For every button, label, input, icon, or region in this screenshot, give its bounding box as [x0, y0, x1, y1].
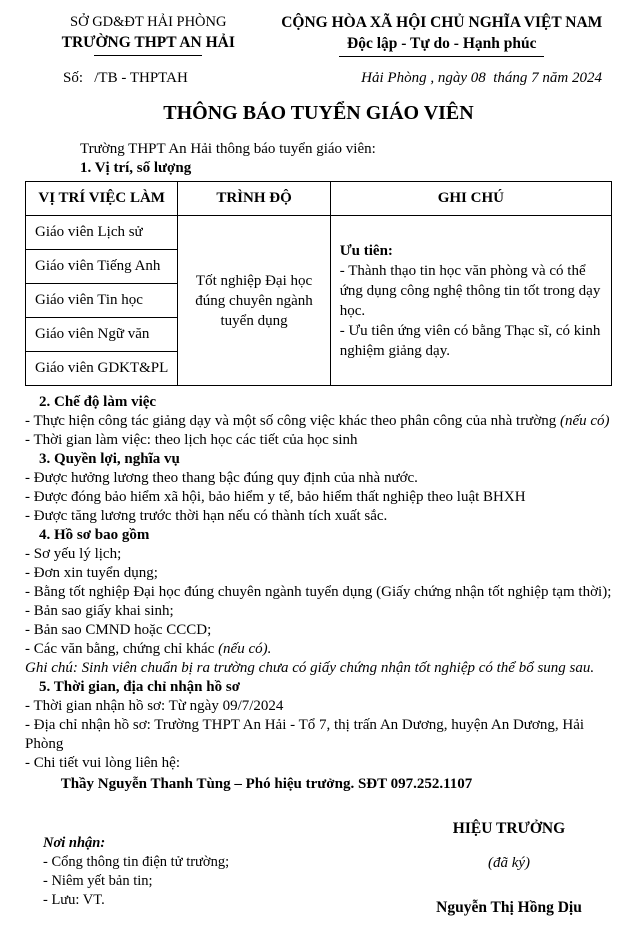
issuer-block — [25, 12, 272, 57]
national-motto-line2: Độc lập - Tự do - Hạnh phúc — [347, 35, 537, 52]
document-header — [25, 12, 612, 57]
section-3-line: - Được đóng bảo hiểm xã hội, bảo hiểm y tế, bảo hiểm thất nghiệp theo luật BHXH — [25, 489, 526, 505]
section-4-line: - Bằng tốt nghiệp Đại học đúng chuyên ngành tuyển dụng (Giấy chứng nhận tốt nghiệp tạm thời); — [25, 584, 612, 600]
recipients-title: Nơi nhận: — [43, 835, 106, 851]
section-5-line: - Địa chỉ nhận hồ sơ: Trường THPT An Hải - Tổ 7, thị trấn An Dương, huyện An Dương, Hải Phòng — [25, 717, 585, 752]
position-cell: Giáo viên GDKT&PL — [26, 352, 178, 386]
recipient-item: - Lưu: VT. — [43, 892, 105, 908]
section-5-heading: 5. Thời gian, địa chỉ nhận hồ sơ — [39, 679, 240, 695]
signer-name: Nguyễn Thị Hồng Dịu — [436, 899, 582, 916]
line-text: - Các văn bằng, chứng chỉ khác — [25, 641, 219, 657]
section-2-line: - Thời gian làm việc: theo lịch học các tiết của học sinh — [25, 432, 358, 448]
section-4-line: - Bản sao CMND hoặc CCCD; — [25, 622, 212, 638]
signer-role: HIỆU TRƯỞNG — [452, 820, 566, 837]
degree-cell: Tốt nghiệp Đại học đúng chuyên ngành tuyển dụng — [178, 216, 330, 386]
note-line: - Ưu tiên ứng viên có bằng Thạc sĩ, có kinh nghiệm giảng dạy. — [339, 322, 601, 359]
col-header-degree: TRÌNH ĐỘ — [178, 182, 330, 216]
signer-block — [394, 820, 624, 917]
signed-note: (đã ký) — [487, 855, 531, 871]
col-header-position: VỊ TRÍ VIỆC LÀM — [26, 182, 178, 216]
line-italic-suffix: (nếu có) — [560, 413, 610, 429]
section-4-line: - Sơ yếu lý lịch; — [25, 546, 122, 562]
section-4-note: Ghi chú: Sinh viên chuẩn bị ra trường chưa có giấy chứng nhận tốt nghiệp có thể bổ sung sau. — [25, 660, 595, 676]
section-4-line: - Bản sao giấy khai sinh; — [25, 603, 174, 619]
positions-table — [25, 181, 612, 386]
signature-block — [25, 816, 612, 946]
national-header-block — [272, 12, 612, 57]
section-4-heading: 4. Hồ sơ bao gồm — [39, 527, 150, 543]
line-text: - Thực hiện công tác giảng dạy và một số công việc khác theo phân công của nhà trường — [25, 413, 560, 429]
position-cell: Giáo viên Tiếng Anh — [26, 250, 178, 284]
note-line: - Thành thạo tin học văn phòng và có thể ứng dụng công nghệ thông tin tốt trong dạy học. — [339, 262, 601, 319]
note-cell — [330, 216, 611, 386]
section-5-line: - Thời gian nhận hồ sơ: Từ ngày 09/7/2024 — [25, 698, 284, 714]
section-4-line — [25, 640, 612, 659]
school-department: SỞ GD&ĐT HẢI PHÒNG — [70, 14, 227, 30]
document-title: THÔNG BÁO TUYỂN GIÁO VIÊN — [163, 102, 474, 124]
position-cell: Giáo viên Lịch sử — [26, 216, 178, 250]
section-2-heading: 2. Chế độ làm việc — [39, 394, 157, 410]
section-5-line: - Chi tiết vui lòng liên hệ: — [25, 755, 180, 771]
place-date: Hải Phòng , ngày 08 tháng 7 năm 2024 — [361, 70, 602, 86]
motto-underline — [339, 55, 544, 57]
recipients-block — [43, 834, 229, 910]
note-heading: Ưu tiên: — [339, 242, 393, 259]
school-name: TRƯỜNG THPT AN HẢI — [61, 34, 235, 51]
national-motto-line1: CỘNG HÒA XÃ HỘI CHỦ NGHĨA VIỆT NAM — [281, 14, 603, 31]
issuer-underline — [94, 54, 202, 56]
table-row — [26, 216, 612, 250]
line-italic-suffix: (nếu có). — [218, 641, 272, 657]
col-header-note: GHI CHÚ — [330, 182, 611, 216]
section-4-line: - Đơn xin tuyển dụng; — [25, 565, 158, 581]
contact-person-line: Thầy Nguyễn Thanh Tùng – Phó hiệu trưởng. SĐT 097.252.1107 — [60, 776, 473, 792]
section-2-line — [25, 412, 612, 431]
section-3-line: - Được hưởng lương theo thang bậc đúng quy định của nhà nước. — [25, 470, 418, 486]
section-3-heading: 3. Quyền lợi, nghĩa vụ — [39, 451, 180, 467]
section-1-heading: 1. Vị trí, số lượng — [80, 160, 192, 176]
recipient-item: - Cổng thông tin điện tử trường; — [43, 854, 230, 870]
doc-number: Số: /TB - THPTAH — [63, 70, 188, 86]
intro-paragraph: Trường THPT An Hải thông báo tuyển giáo viên: — [80, 141, 376, 157]
position-cell: Giáo viên Tin học — [26, 284, 178, 318]
recipient-item: - Niêm yết bản tin; — [43, 873, 153, 889]
position-cell: Giáo viên Ngữ văn — [26, 318, 178, 352]
table-header-row — [26, 182, 612, 216]
document-meta-row — [25, 70, 612, 87]
section-3-line: - Được tăng lương trước thời hạn nếu có thành tích xuất sắc. — [25, 508, 388, 524]
